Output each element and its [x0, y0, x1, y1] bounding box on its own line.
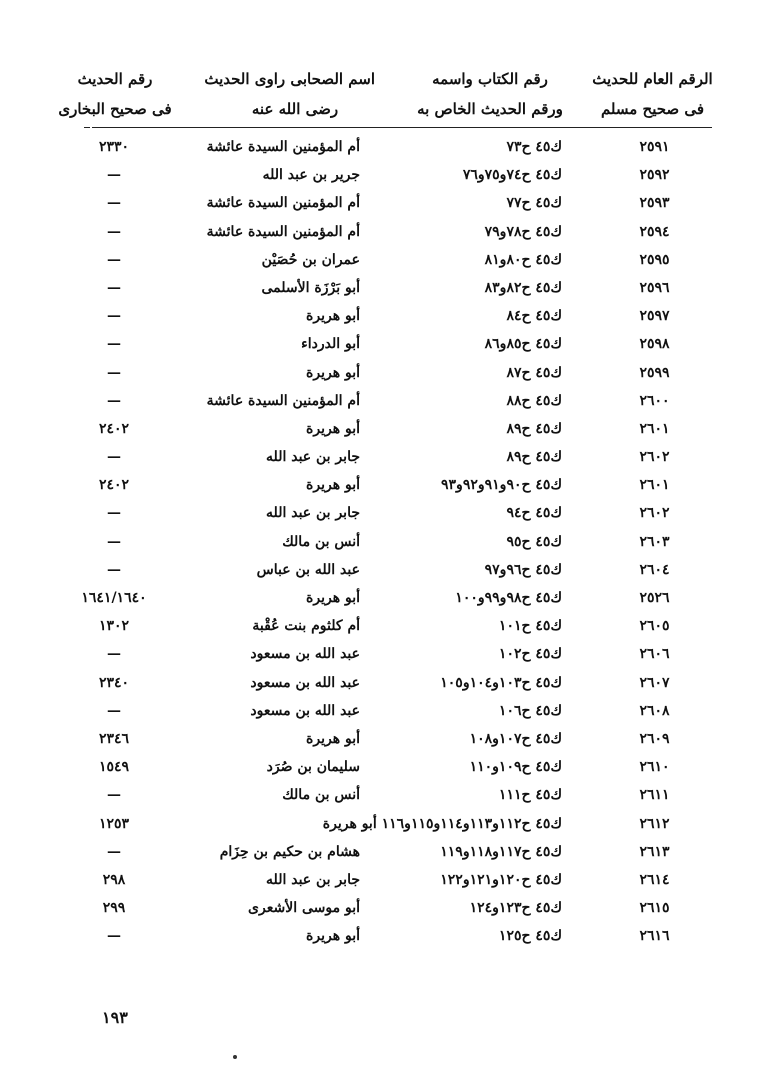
- bukhari-number-cell: —: [107, 505, 121, 522]
- narrator-cell: أم المؤمنين السيدة عائشة: [206, 223, 360, 240]
- header-general-number-line2: فى صحيح مسلم: [600, 100, 705, 118]
- bukhari-number-cell: ٢٣٣٠: [98, 139, 130, 155]
- general-number-cell: ٢٦٠٠: [639, 392, 670, 409]
- bukhari-number-cell: ٢٤٠٢: [98, 420, 130, 437]
- narrator-cell: جرير بن عبد الله: [262, 167, 360, 184]
- bukhari-number-cell: —: [107, 928, 121, 945]
- narrator-cell: أنس بن مالك: [282, 787, 360, 804]
- book-number-cell: ك٤٥ ح١١٧و١١٨و١١٩: [440, 843, 562, 860]
- narrator-cell: أبو هريرة: [306, 308, 360, 325]
- book-number-cell: ك٤٥ ح٧٨و٧٩: [484, 223, 562, 240]
- header-bukhari-number-line1: رقم الحديث: [77, 70, 153, 88]
- table-row: [0, 221, 765, 249]
- general-number-cell: ٢٦٠٣: [639, 533, 670, 550]
- general-number-cell: ٢٦٠٥: [639, 618, 670, 635]
- general-number-cell: ٢٦١٤: [639, 871, 670, 888]
- book-number-cell: ك٤٥ ح٨٨: [506, 392, 562, 409]
- general-number-cell: ٢٥٩٤: [639, 223, 670, 240]
- bukhari-number-cell: —: [107, 702, 121, 719]
- narrator-cell: أبو هريرة: [306, 477, 360, 494]
- general-number-cell: ٢٦١٦: [639, 928, 670, 945]
- book-number-cell: ك٤٥ ح٨٧: [506, 364, 562, 381]
- narrator-cell: أبو هريرة: [306, 730, 360, 747]
- bukhari-number-cell: ١٣٠٢: [98, 618, 130, 635]
- general-number-cell: ٢٥٩٦: [639, 279, 670, 296]
- table-row: [0, 672, 765, 700]
- narrator-cell: عبد الله بن مسعود: [250, 646, 360, 663]
- narrator-cell: أم المؤمنين السيدة عائشة: [206, 392, 360, 409]
- header-divider: [92, 127, 712, 128]
- hadith-table: [0, 136, 765, 953]
- table-row: [0, 531, 765, 559]
- book-number-cell: ك٤٥ ح٩٦و٩٧: [484, 561, 562, 578]
- general-number-cell: ٢٥٩١: [639, 139, 670, 155]
- general-number-cell: ٢٦٠٦: [639, 646, 670, 663]
- table-row: [0, 164, 765, 192]
- general-number-cell: ٢٦٠١: [639, 477, 670, 494]
- header-bukhari-number: [55, 64, 175, 124]
- book-number-cell: ك٤٥ ح١٠٧و١٠٨: [469, 730, 562, 747]
- table-row: [0, 587, 765, 615]
- bukhari-number-cell: —: [107, 533, 121, 550]
- table-row: [0, 418, 765, 446]
- table-row: [0, 841, 765, 869]
- book-number-cell: ك٤٥ ح٨٥و٨٦: [484, 336, 562, 353]
- general-number-cell: ٢٦١١: [639, 787, 670, 804]
- header-book-number-line1: رقم الكتاب واسمه: [432, 70, 548, 88]
- book-number-cell: ك٤٥ ح٨٢و٨٣: [484, 279, 562, 296]
- book-number-cell: ك٤٥ ح١٠٩و١١٠: [469, 759, 562, 776]
- narrator-cell: أم كلثوم بنت عُقْبة: [252, 618, 360, 635]
- bukhari-number-cell: ١٥٤٩: [98, 759, 130, 776]
- general-number-cell: ٢٦١٣: [639, 843, 670, 860]
- general-number-cell: ٢٥٩٩: [639, 364, 670, 381]
- table-row: [0, 813, 765, 841]
- bukhari-number-cell: ٢٤٠٢: [98, 477, 130, 494]
- bukhari-number-cell: —: [107, 364, 121, 381]
- bukhari-number-cell: ٢٩٨: [102, 871, 126, 888]
- general-number-cell: ٢٥٩٨: [639, 336, 670, 353]
- table-row: [0, 362, 765, 390]
- general-number-cell: ٢٦١٢: [639, 815, 670, 832]
- bukhari-number-cell: ١٦٤١/١٦٤٠: [81, 590, 147, 606]
- general-number-cell: ٢٥٩٥: [639, 251, 670, 268]
- book-number-cell: ك٤٥ ح٩٤: [506, 505, 562, 522]
- general-number-cell: ٢٥٢٦: [639, 590, 670, 606]
- narrator-cell: أم المؤمنين السيدة عائشة: [206, 139, 360, 155]
- book-number-cell: ك٤٥ ح٩٠و٩١و٩٢و٩٣: [441, 477, 562, 494]
- narrator-cell: أبو هريرة: [306, 364, 360, 381]
- table-row: [0, 869, 765, 897]
- stray-dot: [233, 1055, 237, 1059]
- narrator-cell: عمران بن حُصَيْن: [261, 251, 360, 268]
- book-number-cell: ك٤٥ ح١٢٣و١٢٤: [469, 900, 562, 917]
- bukhari-number-cell: —: [107, 561, 121, 578]
- general-number-cell: ٢٥٩٢: [639, 167, 670, 184]
- book-number-cell: ك٤٥ ح٨٠و٨١: [484, 251, 562, 268]
- general-number-cell: ٢٦١٠: [639, 759, 670, 776]
- bukhari-number-cell: ٢٣٤٠: [98, 674, 130, 691]
- narrator-cell: أبو هريرة: [306, 928, 360, 945]
- book-number-cell: ك٤٥ ح٧٧: [506, 195, 562, 212]
- narrator-cell: هشام بن حكيم بن حِزَام: [219, 843, 360, 860]
- header-narrator-line2: رضى الله عنه: [251, 100, 339, 118]
- table-row: [0, 192, 765, 220]
- general-number-cell: ٢٦٠٧: [639, 674, 670, 691]
- table-row: [0, 643, 765, 671]
- table-row: [0, 474, 765, 502]
- bukhari-number-cell: —: [107, 787, 121, 804]
- header-narrator: [204, 64, 375, 124]
- table-row: [0, 897, 765, 925]
- general-number-cell: ٢٦٠١: [639, 420, 670, 437]
- bukhari-number-cell: —: [107, 843, 121, 860]
- bukhari-number-cell: —: [107, 336, 121, 353]
- table-row: [0, 333, 765, 361]
- table-row: [0, 728, 765, 756]
- bukhari-number-cell: ١٢٥٣: [98, 815, 130, 832]
- bukhari-number-cell: —: [107, 279, 121, 296]
- table-row: [0, 784, 765, 812]
- bukhari-number-cell: ٢٣٤٦: [98, 730, 130, 747]
- book-number-cell: ك٤٥ ح٨٩: [506, 420, 562, 437]
- book-number-cell: ك٤٥ ح٩٨و٩٩و١٠٠: [455, 590, 562, 606]
- book-number-cell: ك٤٥ ح١١٢و١١٣و١١٤و١١٥و١١٦ أبو هريرة: [322, 815, 562, 832]
- general-number-cell: ٢٦٠٢: [639, 449, 670, 466]
- bukhari-number-cell: —: [107, 392, 121, 409]
- book-number-cell: ك٤٥ ح١١١: [498, 787, 562, 804]
- narrator-cell: أبو هريرة: [306, 420, 360, 437]
- general-number-cell: ٢٦٠٨: [639, 702, 670, 719]
- bukhari-number-cell: ٢٩٩: [102, 900, 126, 917]
- book-number-cell: ك٤٥ ح٧٣: [506, 139, 562, 155]
- table-row: [0, 615, 765, 643]
- narrator-cell: أنس بن مالك: [282, 533, 360, 550]
- narrator-cell: أبو بَرْزَة الأسلمى: [261, 279, 360, 296]
- book-number-cell: ك٤٥ ح٨٤: [506, 308, 562, 325]
- narrator-cell: جابر بن عبد الله: [266, 505, 360, 522]
- bukhari-number-cell: —: [107, 251, 121, 268]
- narrator-cell: عبد الله بن عباس: [256, 561, 360, 578]
- bukhari-number-cell: —: [107, 167, 121, 184]
- narrator-cell: أبو الدرداء: [301, 336, 360, 353]
- bukhari-number-cell: —: [107, 308, 121, 325]
- bukhari-number-cell: —: [107, 449, 121, 466]
- header-narrator-line1: اسم الصحابى راوى الحديث: [204, 70, 375, 88]
- general-number-cell: ٢٦٠٢: [639, 505, 670, 522]
- narrator-cell: جابر بن عبد الله: [266, 449, 360, 466]
- bukhari-number-cell: —: [107, 195, 121, 212]
- header-book-number: [415, 64, 565, 124]
- book-number-cell: ك٤٥ ح١٢٠و١٢١و١٢٢: [440, 871, 562, 888]
- table-row: [0, 700, 765, 728]
- table-row: [0, 756, 765, 784]
- table-row: [0, 559, 765, 587]
- book-number-cell: ك٤٥ ح٨٩: [506, 449, 562, 466]
- book-number-cell: ك٤٥ ح١٠٢: [498, 646, 562, 663]
- book-number-cell: ك٤٥ ح١٠١: [498, 618, 562, 635]
- book-number-cell: ك٤٥ ح١٠٣و١٠٤و١٠٥: [440, 674, 562, 691]
- book-number-cell: ك٤٥ ح٧٤و٧٥و٧٦: [462, 167, 562, 184]
- book-number-cell: ك٤٥ ح١٠٦: [498, 702, 562, 719]
- bukhari-number-cell: —: [107, 646, 121, 663]
- general-number-cell: ٢٥٩٣: [639, 195, 670, 212]
- book-number-cell: ك٤٥ ح٩٥: [506, 533, 562, 550]
- table-row: [0, 136, 765, 164]
- general-number-cell: ٢٦٠٤: [639, 561, 670, 578]
- table-row: [0, 446, 765, 474]
- general-number-cell: ٢٥٩٧: [639, 308, 670, 325]
- narrator-cell: أبو موسى الأشعرى: [248, 900, 360, 917]
- narrator-cell: أم المؤمنين السيدة عائشة: [206, 195, 360, 212]
- general-number-cell: ٢٦١٥: [639, 900, 670, 917]
- header-general-number-line1: الرقم العام للحديث: [592, 70, 713, 88]
- header-bukhari-number-line2: فى صحيح البخارى: [58, 100, 172, 118]
- narrator-cell: جابر بن عبد الله: [266, 871, 360, 888]
- narrator-cell: سليمان بن صُرَد: [266, 759, 360, 776]
- table-row: [0, 277, 765, 305]
- narrator-cell: عبد الله بن مسعود: [250, 674, 360, 691]
- header-book-number-line2: ورقم الحديث الخاص به: [417, 100, 563, 118]
- book-number-cell: ك٤٥ ح١٢٥: [498, 928, 562, 945]
- general-number-cell: ٢٦٠٩: [639, 730, 670, 747]
- page-number: ١٩٣: [102, 1008, 128, 1027]
- table-row: [0, 249, 765, 277]
- table-row: [0, 925, 765, 953]
- table-row: [0, 305, 765, 333]
- narrator-cell: أبو هريرة: [306, 590, 360, 606]
- header-general-number: [590, 64, 715, 124]
- table-row: [0, 390, 765, 418]
- table-row: [0, 502, 765, 530]
- bukhari-number-cell: —: [107, 223, 121, 240]
- narrator-cell: عبد الله بن مسعود: [250, 702, 360, 719]
